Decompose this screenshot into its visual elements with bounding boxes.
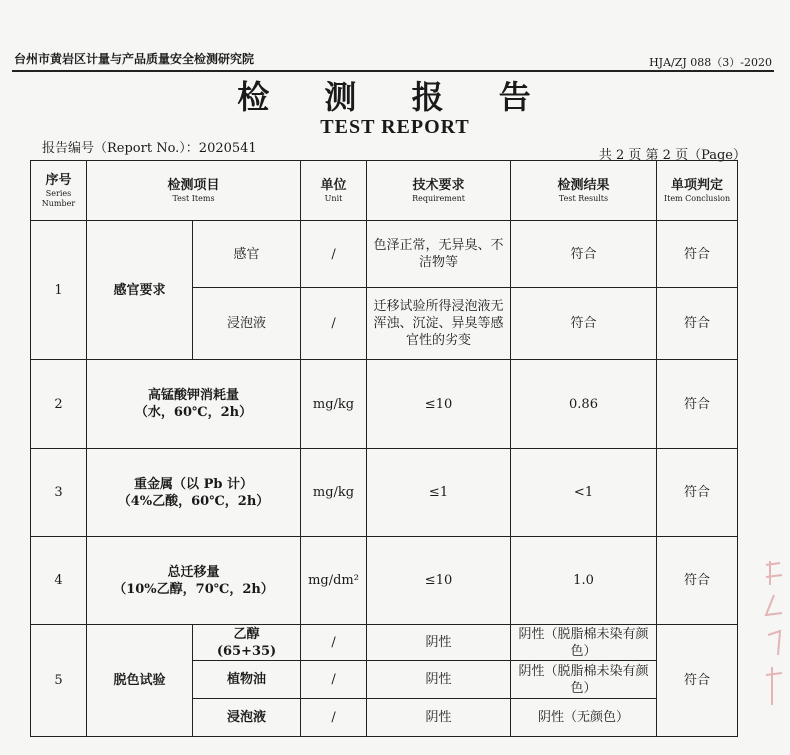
row4-result: 1.0 <box>511 537 657 625</box>
row1-sub2-req: 迁移试验所得浸泡液无浑浊、沉淀、异臭等感官性的劣变 <box>367 288 511 360</box>
row5-conclusion: 符合 <box>657 625 738 737</box>
row1-no: 1 <box>31 221 87 360</box>
row5-sub2-unit: / <box>301 661 367 699</box>
row3-item: 重金属（以 Pb 计） （4%乙酸，60℃，2h） <box>87 449 301 537</box>
header-conclusion: 单项判定 Item Conclusion <box>657 161 738 221</box>
form-code: HJA/ZJ 088（3）-2020 <box>649 56 772 69</box>
row4-unit: mg/dm² <box>301 537 367 625</box>
row5-sub1-result: 阴性（脱脂棉未染有颜色） <box>511 625 657 661</box>
row2-item: 高锰酸钾消耗量 （水，60℃，2h） <box>87 360 301 449</box>
row4-conclusion: 符合 <box>657 537 738 625</box>
report-title-en: TEST REPORT <box>320 116 470 138</box>
row5-sub1-unit: / <box>301 625 367 661</box>
row1-sub2-conclusion: 符合 <box>657 288 738 360</box>
row3-result: <1 <box>511 449 657 537</box>
row5-no: 5 <box>31 625 87 737</box>
row1-sub2-unit: / <box>301 288 367 360</box>
row3-req: ≤1 <box>367 449 511 537</box>
row1-sub2-result: 符合 <box>511 288 657 360</box>
row5-sub3-result: 阴性（无颜色） <box>511 699 657 737</box>
row5-sub1-name: 乙醇 (65+35) <box>193 625 301 661</box>
row4-item: 总迁移量 （10%乙醇，70℃，2h） <box>87 537 301 625</box>
row5-sub2-req: 阴性 <box>367 661 511 699</box>
table-header-row <box>31 161 738 221</box>
row1-item: 感官要求 <box>87 221 193 360</box>
row3-unit: mg/kg <box>301 449 367 537</box>
organization-name: 台州市黄岩区计量与产品质量安全检测研究院 <box>14 52 255 66</box>
table-row <box>31 449 738 537</box>
row2-result: 0.86 <box>511 360 657 449</box>
test-results-table <box>30 160 738 737</box>
row5-item: 脱色试验 <box>87 625 193 737</box>
row1-sub2-name: 浸泡液 <box>193 288 301 360</box>
table-row <box>31 360 738 449</box>
header-requirement: 技术要求 Requirement <box>367 161 511 221</box>
row1-sub1-req: 色泽正常，无异臭、不洁物等 <box>367 221 511 288</box>
header-unit: 单位 Unit <box>301 161 367 221</box>
row3-conclusion: 符合 <box>657 449 738 537</box>
row3-no: 3 <box>31 449 87 537</box>
page-info: 共 2 页 第 2 页（Page） <box>598 148 746 163</box>
row5-sub3-unit: / <box>301 699 367 737</box>
row4-no: 4 <box>31 537 87 625</box>
row2-no: 2 <box>31 360 87 449</box>
table-row <box>31 625 738 661</box>
row5-sub3-name: 浸泡液 <box>193 699 301 737</box>
report-number: 报告编号（Report No.）：2020541 <box>42 141 257 156</box>
row5-sub3-req: 阴性 <box>367 699 511 737</box>
row1-sub1-result: 符合 <box>511 221 657 288</box>
header-item: 检测项目 Test Items <box>87 161 301 221</box>
header-result: 检测结果 Test Results <box>511 161 657 221</box>
row1-sub1-conclusion: 符合 <box>657 221 738 288</box>
row5-sub2-name: 植物油 <box>193 661 301 699</box>
red-stamp-fragment <box>760 555 788 725</box>
row1-sub1-unit: / <box>301 221 367 288</box>
row5-sub2-result: 阴性（脱脂棉未染有颜色） <box>511 661 657 699</box>
table-row <box>31 221 738 288</box>
table-row <box>31 537 738 625</box>
row2-unit: mg/kg <box>301 360 367 449</box>
row2-req: ≤10 <box>367 360 511 449</box>
report-title-cn: 检 测 报 告 <box>237 78 553 116</box>
row2-conclusion: 符合 <box>657 360 738 449</box>
row5-sub1-req: 阴性 <box>367 625 511 661</box>
row1-sub1-name: 感官 <box>193 221 301 288</box>
row4-req: ≤10 <box>367 537 511 625</box>
header-serial: 序号 Series Number <box>31 161 87 221</box>
